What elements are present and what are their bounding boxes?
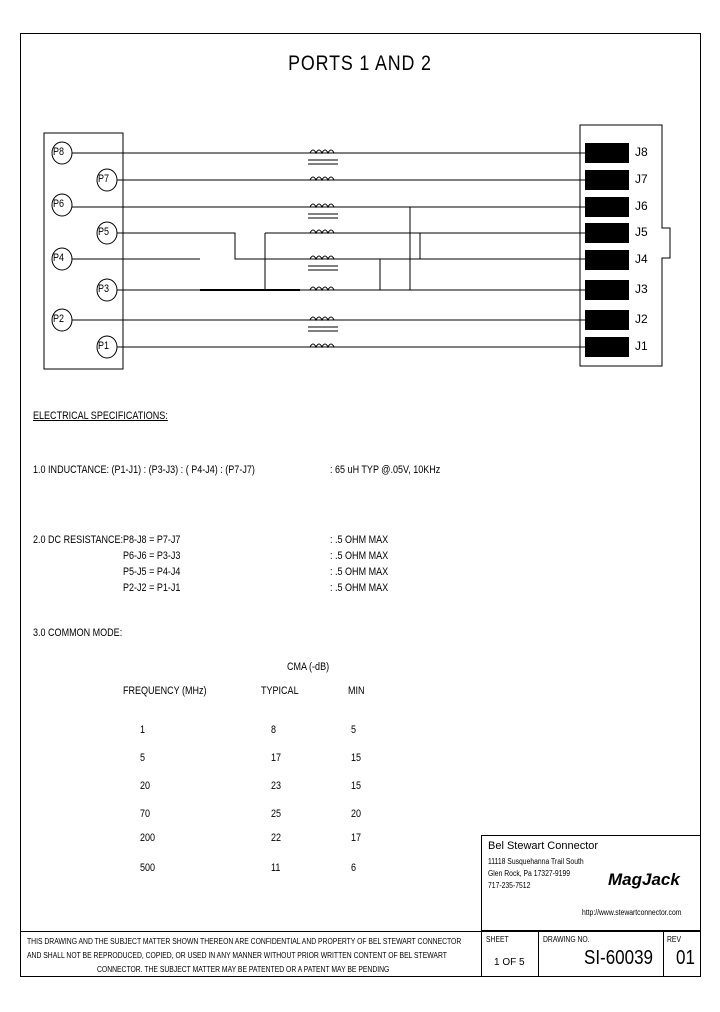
dc-value: : .5 OHM MAX xyxy=(330,582,389,594)
jack-blocks xyxy=(585,143,629,357)
cm-frequency: 5 xyxy=(140,752,146,764)
pin-label-j4: J4 xyxy=(635,252,648,266)
pin-label-j8: J8 xyxy=(635,145,648,159)
pin-label-j7: J7 xyxy=(635,172,648,186)
dc-pair: P2-J2 = P1-J1 xyxy=(123,582,181,594)
specs-heading: ELECTRICAL SPECIFICATIONS: xyxy=(33,410,168,422)
drawing-number-label: DRAWING NO. xyxy=(543,935,590,944)
cm-typical: 8 xyxy=(271,724,277,736)
pin-label-p7: P7 xyxy=(98,173,110,185)
dc-pair: P8-J8 = P7-J7 xyxy=(123,534,181,546)
column-header-typical: TYPICAL xyxy=(261,685,299,697)
magjack-logo: MagJack xyxy=(608,870,680,889)
dc-pair: P6-J6 = P3-J3 xyxy=(123,550,181,562)
cm-min: 15 xyxy=(351,752,362,764)
notice-line: CONNECTOR. THE SUBJECT MATTER MAY BE PATENTED OR A PATENT MAY BE PENDING xyxy=(97,965,390,974)
pin-label-p6: P6 xyxy=(53,198,65,210)
drawing-number-value: SI-60039 xyxy=(584,947,653,969)
cm-typical: 22 xyxy=(271,832,282,844)
cma-group-header: CMA (-dB) xyxy=(287,661,330,673)
pin-label-j6: J6 xyxy=(635,199,648,213)
cm-typical: 17 xyxy=(271,752,282,764)
pin-label-j1: J1 xyxy=(635,339,648,353)
confidentiality-notice xyxy=(20,931,482,977)
sheet-label: SHEET xyxy=(486,935,509,944)
drawing-number-cell xyxy=(538,931,664,977)
cm-frequency: 20 xyxy=(140,780,151,792)
cm-min: 5 xyxy=(351,724,357,736)
pin-label-p2: P2 xyxy=(53,313,65,325)
pin-label-p3: P3 xyxy=(98,283,110,295)
sheet-cell xyxy=(481,931,539,977)
inductance-value: : 65 uH TYP @.05V, 10KHz xyxy=(330,464,441,476)
cm-frequency: 1 xyxy=(140,724,146,736)
common-mode-label: 3.0 COMMON MODE: xyxy=(33,627,123,639)
pin-label-j3: J3 xyxy=(635,282,648,296)
pin-label-p5: P5 xyxy=(98,226,110,238)
sheet-value: 1 OF 5 xyxy=(494,957,525,968)
cm-min: 15 xyxy=(351,780,362,792)
cm-min: 17 xyxy=(351,832,362,844)
pin-label-j5: J5 xyxy=(635,225,648,239)
cm-typical: 25 xyxy=(271,808,282,820)
cm-min: 20 xyxy=(351,808,362,820)
cm-typical: 11 xyxy=(271,862,281,874)
cm-typical: 23 xyxy=(271,780,282,792)
notice-line: AND SHALL NOT BE REPRODUCED, COPIED, OR USED IN ANY MANNER WITHOUT PRIOR WRITTEN CONTENT OF BEL STEWART xyxy=(27,951,447,960)
revision-value: 01 xyxy=(676,947,695,969)
company-address-line: 11118 Susquehanna Trail South xyxy=(488,857,584,866)
dc-pair: P5-J5 = P4-J4 xyxy=(123,566,181,578)
title-block-company xyxy=(481,835,701,931)
column-header-frequency: FREQUENCY (MHz) xyxy=(123,685,207,697)
cm-min: 6 xyxy=(351,862,357,874)
pin-label-p4: P4 xyxy=(53,252,65,264)
company-phone: 717-235-7512 xyxy=(488,881,531,890)
dc-value: : .5 OHM MAX xyxy=(330,566,389,578)
company-address-line: Glen Rock, Pa 17327-9199 xyxy=(488,869,571,878)
pin-label-j2: J2 xyxy=(635,312,648,326)
drawing-title: PORTS 1 AND 2 xyxy=(288,52,432,75)
left-connector-box xyxy=(44,133,123,369)
notice-line: THIS DRAWING AND THE SUBJECT MATTER SHOWN THEREON ARE CONFIDENTIAL AND PROPERTY OF BEL STEWART CONNECTOR xyxy=(27,937,462,946)
dc-value: : .5 OHM MAX xyxy=(330,550,389,562)
company-name: Bel Stewart Connector xyxy=(488,840,599,852)
revision-cell xyxy=(663,931,701,977)
cm-frequency: 70 xyxy=(140,808,151,820)
dc-value: : .5 OHM MAX xyxy=(330,534,389,546)
inductance-label: 1.0 INDUCTANCE: (P1-J1) : (P3-J3) : ( P4-J4) : (P7-J7) xyxy=(33,464,255,476)
pin-label-p8: P8 xyxy=(53,146,65,158)
dc-resistance-label: 2.0 DC RESISTANCE: xyxy=(33,534,124,546)
revision-label: REV xyxy=(667,935,681,944)
column-header-min: MIN xyxy=(348,685,365,697)
pin-label-p1: P1 xyxy=(98,340,110,352)
cm-frequency: 500 xyxy=(140,862,156,874)
cm-frequency: 200 xyxy=(140,832,156,844)
company-url: http://www.stewartconnector.com xyxy=(582,908,682,917)
